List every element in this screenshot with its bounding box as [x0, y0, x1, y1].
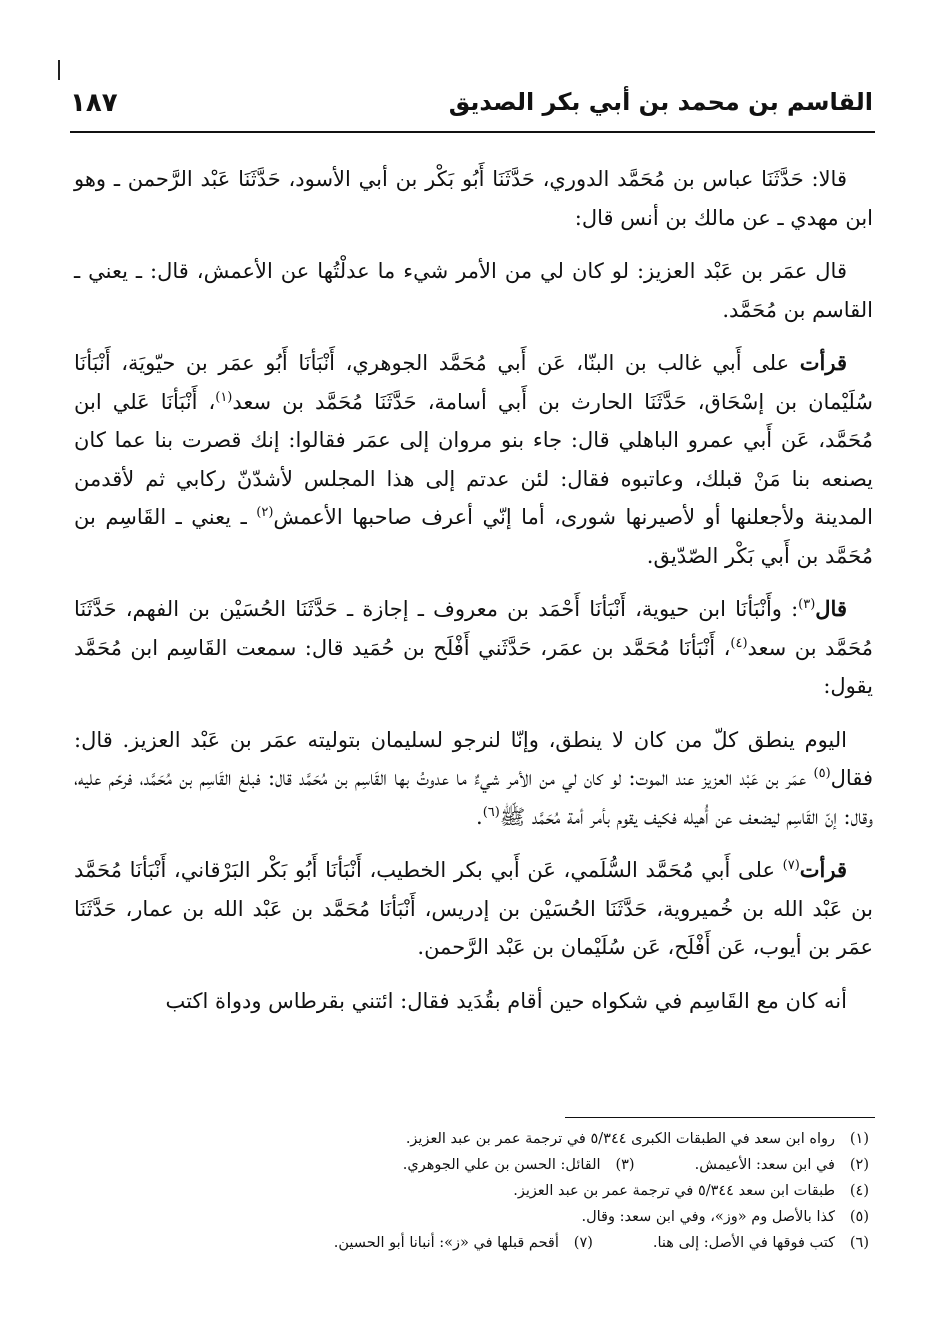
- footnote: [695, 1152, 869, 1178]
- paragraph-text: ، أَنْبَأنَا مُحَمَّد بن عمَر، حَدَّثَني أَفْلَح بن حُمَيد قال: سمعت القَاسِم ابن مُحَمَّد يقول:: [74, 635, 873, 698]
- footnote-number: (٧): [573, 1235, 593, 1251]
- footnote-row: [80, 1204, 869, 1230]
- main-text: [74, 160, 873, 1035]
- footnote-number: (١): [849, 1131, 869, 1147]
- footnote-text: أقحم قبلها في «ز»: أنبانا أبو الحسين.: [333, 1235, 559, 1251]
- paragraph: [74, 721, 873, 837]
- paragraph-text: : وأَنْبَأنَا ابن حيوية، أَنْبَأنَا أَحْمَد بن معروف ـ إجازة ـ حَدَّثَنَا الحُسَيْن بن الفهم، حَدَّثَنَا مُحَمَّد بن سعد: [74, 597, 873, 660]
- paragraph-text: على أَبي غالب بن البنّا، عَن أَبي مُحَمَّد الجوهري، أَنْبَأنَا أَبُو عمَر بن حيّويَة، أَنْبَأنَا سُلَيْمان بن إسْحَاق، حَدَّثَنَا الحارث بن أَبي أسامة، حَدَّثَنَا مُحَمَّد بن سعد: [74, 351, 873, 414]
- footnote-row: [80, 1152, 869, 1178]
- header-rule: [70, 131, 875, 133]
- paragraph-text: قالا: حَدَّثَنَا عباس بن مُحَمَّد الدوري، حَدَّثَنَا أَبُو بَكْر بن أبي الأسود، حَدَّثَنَا عَبْد الرَّحمن ـ وهو ابن مهدي ـ عن مالك بن أنس قال:: [74, 167, 873, 230]
- footnote: [334, 1230, 593, 1256]
- paragraph-text: قال عمَر بن عَبْد العزيز: لو كان لي من الأمر شيء ما عدلْتُها عن الأعمش، قال: ـ يعني ـ القاسم بن مُحَمَّد.: [74, 259, 873, 322]
- footnote-ref: (٥): [813, 766, 831, 781]
- footnote: [582, 1204, 870, 1230]
- page-header: [70, 88, 873, 128]
- paragraph-text: ـ يعني ـ القَاسِم بن مُحَمَّد بن أَبي بَكْر الصّدّيق.: [74, 505, 873, 568]
- running-title: القاسم بن محمد بن أبي بكر الصديق: [448, 88, 873, 116]
- paragraph: [74, 344, 873, 575]
- paragraph: [74, 590, 873, 706]
- footnote: [406, 1126, 869, 1152]
- footnote-rule: [565, 1117, 875, 1118]
- paragraph-text: اليوم ينطق كلّ من كان لا ينطق، وإنّا لنرجو لسليمان بتوليته عمَر بن عَبْد العزيز. قال: فقال: [74, 727, 873, 790]
- footnote-number: (٣): [615, 1157, 635, 1173]
- footnote-text: في ابن سعد: الأعيمش.: [694, 1157, 835, 1173]
- footnote: [653, 1230, 869, 1256]
- footnote-number: (٤): [849, 1183, 869, 1199]
- footnote-ref: (١): [215, 389, 233, 405]
- footnote-number: (٥): [849, 1209, 869, 1225]
- footnote-text: طبقات ابن سعد ٥/٣٤٤ في ترجمة عمر بن عبد العزيز.: [513, 1183, 835, 1199]
- footnotes: [80, 1126, 869, 1256]
- footnote-ref: (٢): [256, 505, 274, 520]
- footnote-ref: (٧): [782, 858, 800, 873]
- footnote-number: (٦): [849, 1235, 869, 1251]
- footnote-row: [80, 1126, 869, 1152]
- paragraph-text: أنه كان مع القَاسِم في شكواه حين أقام بقُدَيد فقال: ائتني بقرطاس ودواة اكتب: [165, 988, 847, 1013]
- margin-mark: [58, 60, 60, 80]
- footnote-number: (٢): [849, 1157, 869, 1173]
- paragraph-text: على أَبي مُحَمَّد السُّلَمي، عَن أَبي بكر الخطيب، أَنْبَأنَا أَبُو بَكْر البَرْقاني، أَنْبَأنَا مُحَمَّد بن عَبْد الله بن خُميروية، حَدَّثَنَا الحُسَيْن بن إدريس، أَنْبَأنَا مُحَمَّد بن عَبْد الله بن عمار، حَدَّثَنَا عمَر بن أيوب، عَن أَفْلَح، عَن سُلَيْمان بن عَبْد الرَّحمن.: [74, 858, 873, 959]
- footnote-row: [80, 1230, 869, 1256]
- footnote-text: رواه ابن سعد في الطبقات الكبرى ٥/٣٤٤ في ترجمة عمر بن عبد العزيز.: [405, 1131, 835, 1147]
- footnote: [513, 1178, 869, 1204]
- paragraph-text: ، أَنْبَأنَا عَلي ابن مُحَمَّد، عَن أَبي عمرو الباهلي قال: جاء بنو مروان إلى عمَر فقالوا: إنك قصرت بنا عما كان يصنعه بنا مَنْ قبلك، وعاتبوه فقال: لئن عدتم إلى هذا المجلس لأشدّنّ ركابي ثم لأقدمن المدينة ولأجعلنها أو لأصيرنها شورى، أما إنّي أعرف صاحبها الأعمش: [74, 389, 873, 529]
- footnote-ref: (٤): [730, 635, 748, 651]
- paragraph-text: .: [476, 804, 483, 829]
- footnote: [403, 1152, 635, 1178]
- paragraph: [74, 160, 873, 237]
- footnote-text: كذا بالأصل وم «وز»، وفي ابن سعد: وقال.: [581, 1209, 835, 1225]
- footnote-row: [80, 1178, 869, 1204]
- paragraph-lead: قرأت: [799, 857, 847, 882]
- footnote-ref: (٦): [482, 804, 500, 820]
- footnote-text: القائل: الحسن بن علي الجوهري.: [402, 1157, 601, 1173]
- paragraph-lead: قال: [815, 596, 847, 621]
- paragraph: [74, 851, 873, 967]
- footnote-text: كتب فوقها في الأصل: إلى هنا.: [652, 1235, 835, 1251]
- paragraph-lead: قرأت: [799, 350, 847, 375]
- paragraph: [74, 982, 873, 1021]
- page-number: ١٨٧: [70, 88, 118, 118]
- paragraph-text: عمَر بن عَبْد العزيز عند الموت: لو كان لي من الأمر شيءٌ ما عدوتُ بها القَاسِم بن مُحَمَّد قال: فبلغ القَاسِم بن مُحَمَّد، فرحّم عليه، وقال: إنّ القَاسِم ليضعف عن أُهيله فكيف يقوم بأمر أمة مُحَمَّد ﷺ: [74, 766, 873, 829]
- footnote-ref: (٣): [798, 597, 816, 612]
- paragraph: [74, 252, 873, 329]
